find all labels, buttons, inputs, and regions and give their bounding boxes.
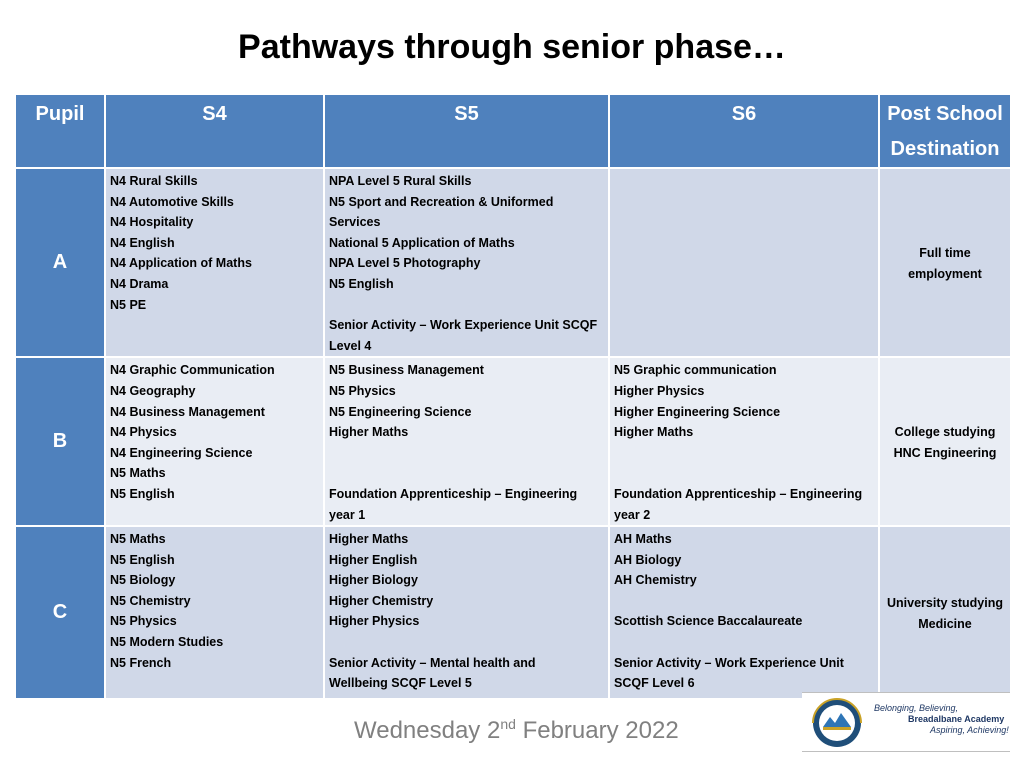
course-line: Foundation Apprenticeship – Engineering <box>329 486 578 501</box>
course-line: N5 English <box>329 276 394 291</box>
course-line: year 1 <box>329 507 366 522</box>
course-line: AH Biology <box>614 552 682 567</box>
footer-date <box>354 716 679 745</box>
spacer <box>614 443 874 464</box>
school-logo <box>802 692 1010 752</box>
motto-line-1: Belonging, Believing, <box>874 703 959 713</box>
course-line: Higher English <box>329 552 418 567</box>
course-line: N4 English <box>110 235 175 250</box>
course-line: N5 Graphic communication <box>614 363 777 378</box>
header-pupil: Pupil <box>16 95 104 167</box>
course-line: Higher Physics <box>329 614 420 629</box>
course-line: NPA Level 5 Rural Skills <box>329 174 472 188</box>
s4-cell <box>106 527 323 698</box>
course-line: N5 Engineering Science <box>329 404 472 419</box>
school-motto <box>874 703 1009 736</box>
school-crest-icon <box>804 697 870 749</box>
course-line: Higher Maths <box>329 425 409 440</box>
table-row <box>16 358 1010 525</box>
course-line: N4 Automotive Skills <box>110 194 234 209</box>
course-line: year 2 <box>614 507 651 522</box>
course-line: N4 Hospitality <box>110 215 194 230</box>
course-line: SCQF Level 6 <box>614 676 695 691</box>
course-line: Full time <box>919 246 971 261</box>
course-line: N4 Rural Skills <box>110 174 198 188</box>
course-line: Higher Chemistry <box>329 593 434 608</box>
course-line: N5 PE <box>110 297 147 312</box>
course-line: N5 French <box>110 655 172 670</box>
pupil-label: B <box>16 358 104 525</box>
pathways-table <box>14 93 1012 700</box>
header-s5: S5 <box>325 95 608 167</box>
course-line: AH Maths <box>614 532 672 547</box>
pupil-label: A <box>16 169 104 356</box>
s4-cell <box>106 358 323 525</box>
s5-cell <box>325 169 608 356</box>
course-line: Level 4 <box>329 338 372 353</box>
s4-cell <box>106 169 323 356</box>
course-line: N5 Biology <box>110 573 176 588</box>
course-line: Higher Maths <box>614 425 694 440</box>
header-row <box>16 95 1010 167</box>
destination-cell <box>880 358 1010 525</box>
destination-cell <box>880 169 1010 356</box>
course-line: N4 Geography <box>110 383 196 398</box>
course-line: Senior Activity – Work Experience Unit SCQF <box>329 318 598 333</box>
s6-cell <box>610 358 878 525</box>
course-line: Higher Maths <box>329 532 409 547</box>
spacer <box>614 632 874 653</box>
page-title: Pathways through senior phase… <box>238 28 786 66</box>
date-suffix: February 2022 <box>515 717 679 744</box>
course-line: Senior Activity – Mental health and <box>329 655 536 670</box>
course-line: N5 Physics <box>329 383 396 398</box>
course-line: N4 Drama <box>110 276 169 291</box>
course-line: employment <box>908 266 982 281</box>
header-destination: Post School Destination <box>880 95 1010 167</box>
course-line: University studying <box>887 596 1003 610</box>
s6-cell <box>610 169 878 356</box>
course-line: N4 Physics <box>110 425 177 440</box>
course-line: N5 Business Management <box>329 363 484 378</box>
course-line: N4 Graphic Communication <box>110 363 275 378</box>
course-line: N4 Engineering Science <box>110 445 253 460</box>
course-line: Medicine <box>918 616 972 631</box>
course-line: Scottish Science Baccalaureate <box>614 614 803 629</box>
course-line: N5 Maths <box>110 466 166 481</box>
s5-cell <box>325 358 608 525</box>
date-ordinal: nd <box>500 716 516 732</box>
course-line: Higher Engineering Science <box>614 404 781 419</box>
course-line: N5 English <box>110 486 175 501</box>
header-s6: S6 <box>610 95 878 167</box>
header-s4: S4 <box>106 95 323 167</box>
course-line: Services <box>329 215 381 230</box>
table-row <box>16 527 1010 698</box>
course-line: Wellbeing SCQF Level 5 <box>329 676 472 691</box>
spacer <box>614 463 874 484</box>
course-line: N4 Business Management <box>110 404 265 419</box>
s5-cell <box>325 527 608 698</box>
s6-cell <box>610 527 878 698</box>
course-line: HNC Engineering <box>893 445 997 460</box>
table-row <box>16 169 1010 356</box>
course-line: N5 English <box>110 552 175 567</box>
course-line: National 5 Application of Maths <box>329 235 515 250</box>
course-line: Senior Activity – Work Experience Unit <box>614 655 844 670</box>
spacer <box>329 632 604 653</box>
spacer <box>329 463 604 484</box>
course-line: NPA Level 5 Photography <box>329 256 481 271</box>
motto-line-2: Breadalbane Academy <box>908 714 1005 724</box>
course-line: N4 Application of Maths <box>110 256 252 271</box>
course-line: AH Chemistry <box>614 573 697 588</box>
course-line: N5 Maths <box>110 532 166 547</box>
course-line: N5 Physics <box>110 614 177 629</box>
course-line: Foundation Apprenticeship – Engineering <box>614 486 863 501</box>
spacer <box>329 443 604 464</box>
destination-cell <box>880 527 1010 698</box>
course-line: College studying <box>894 425 996 440</box>
course-line: Higher Physics <box>614 383 705 398</box>
course-line: N5 Chemistry <box>110 593 191 608</box>
course-line: N5 Sport and Recreation & Uniformed <box>329 194 554 209</box>
date-prefix: Wednesday 2 <box>354 717 501 744</box>
spacer <box>614 591 874 612</box>
spacer <box>329 295 604 316</box>
pupil-label: C <box>16 527 104 698</box>
course-line: Higher Biology <box>329 573 418 588</box>
course-line: N5 Modern Studies <box>110 635 224 650</box>
motto-line-3: Aspiring, Achieving! <box>930 725 1009 735</box>
